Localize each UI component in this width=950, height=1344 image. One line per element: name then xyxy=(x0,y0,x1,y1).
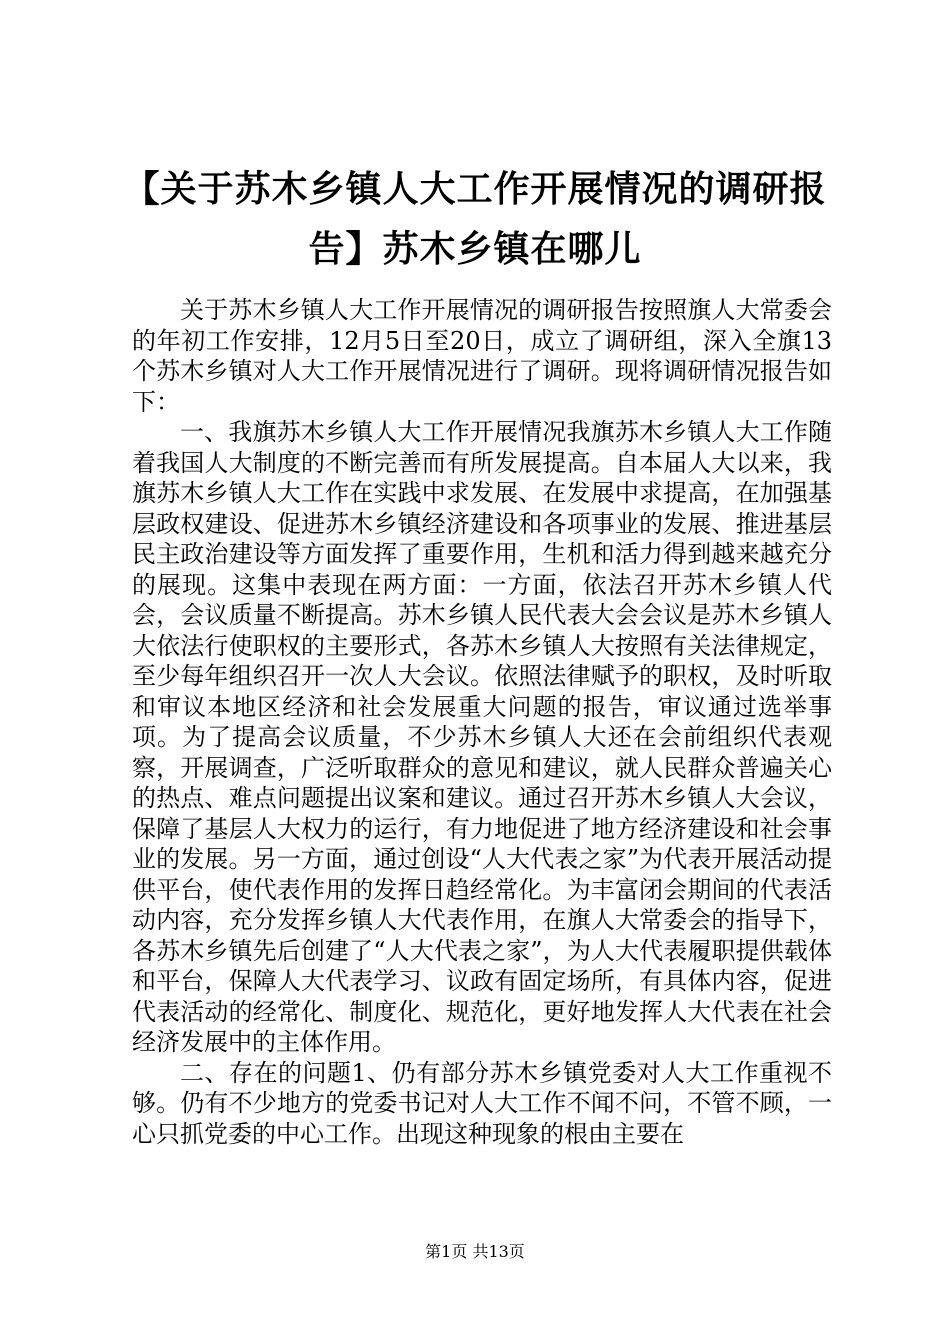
paragraph-intro: 关于苏木乡镇人大工作开展情况的调研报告按照旗人大常委会的年初工作安排，12月5日至20日，成立了调研组，深入全旗13个苏木乡镇对人大工作开展情况进行了调研。现将调研情况报告如下： xyxy=(132,296,832,416)
paragraph-section-two: 二、存在的问题1、仍有部分苏木乡镇党委对人大工作重视不够。仍有不少地方的党委书记对人大工作不闻不问，不管不顾，一心只抓党委的中心工作。出现这种现象的根由主要在 xyxy=(132,1058,832,1148)
paragraph-section-one: 一、我旗苏木乡镇人大工作开展情况我旗苏木乡镇人大工作随着我国人大制度的不断完善而有所发展提高。自本届人大以来，我旗苏木乡镇人大工作在实践中求发展、在发展中求提高，在加强基层政权建设、促进苏木乡镇经济建设和各项事业的发展、推进基层民主政治建设等方面发挥了重要作用，生机和活力得到越来越充分的展现。这集中表现在两方面：一方面，依法召开苏木乡镇人代会，会议质量不断提高。苏木乡镇人民代表大会会议是苏木乡镇人大依法行使职权的主要形式，各苏木乡镇人大按照有关法律规定，至少每年组织召开一次人大会议。依照法律赋予的职权，及时听取和审议本地区经济和社会发展重大问题的报告，审议通过选举事项。为了提高会议质量，不少苏木乡镇人大还在会前组织代表观察，开展调查，广泛听取群众的意见和建议，就人民群众普遍关心的热点、难点问题提出议案和建议。通过召开苏木乡镇人大会议，保障了基层人大权力的运行，有力地促进了地方经济建设和社会事业的发展。另一方面，通过创设“人大代表之家”为代表开展活动提供平台，使代表作用的发挥日趋经常化。为丰富闭会期间的代表活动内容，充分发挥乡镇人大代表作用，在旗人大常委会的指导下，各苏木乡镇先后创建了“人大代表之家”，为人大代表履职提供载体和平台，保障人大代表学习、议政有固定场所，有具体内容，促进代表活动的经常化、制度化、规范化，更好地发挥人大代表在社会经济发展中的主体作用。 xyxy=(132,418,832,1056)
page-number-footer: 第1页 共13页 xyxy=(425,1242,525,1261)
document-body xyxy=(132,295,832,1149)
document-title: 【关于苏木乡镇人大工作开展情况的调研报告】苏木乡镇在哪儿 xyxy=(123,169,827,270)
